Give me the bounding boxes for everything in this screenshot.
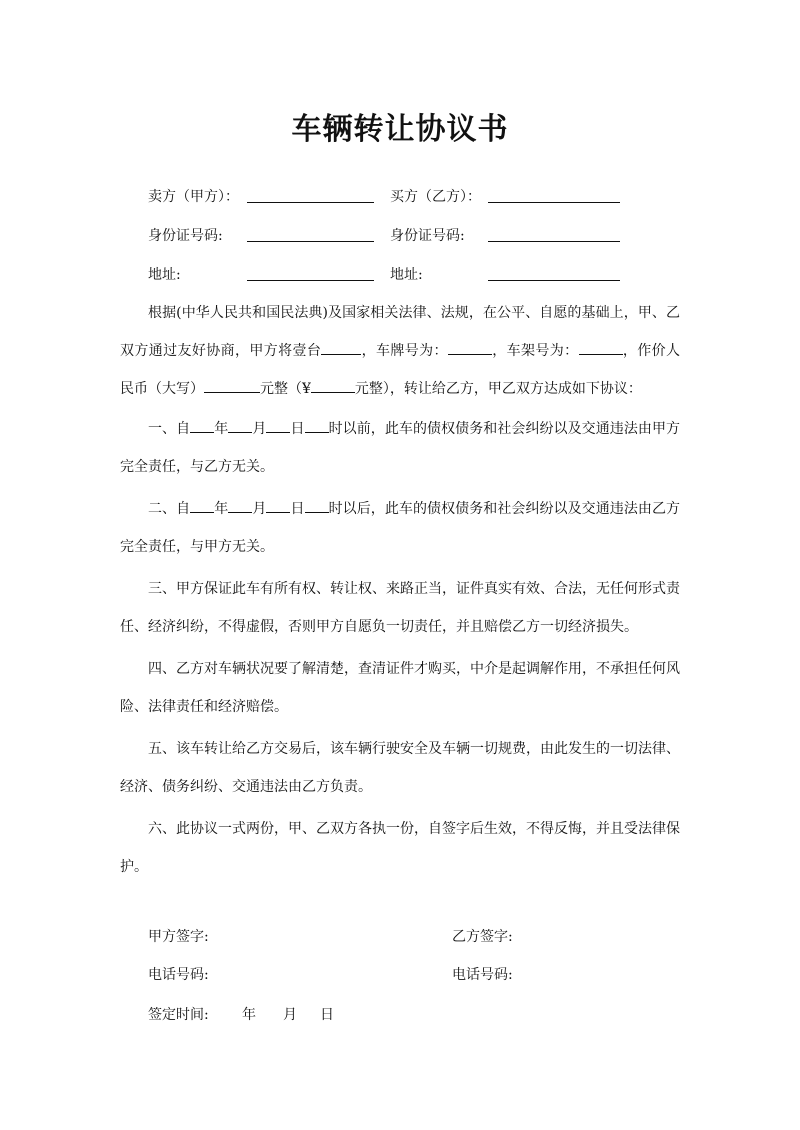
buyer-address-label: 地址:	[390, 267, 423, 283]
intro-text-1: 根据(中华人民共和国民法典)及国家相关法律、法规，在公平、自愿的基础上，甲、乙双方通过友好协商，甲方将壹台	[120, 305, 680, 359]
vehicle-count-blank	[321, 340, 361, 355]
clause-2-day-blank	[266, 498, 290, 513]
clause-1-day: 日	[290, 421, 305, 437]
price-words-blank	[204, 378, 260, 393]
clause-1-hour-blank	[305, 418, 329, 433]
intro-text-2: ，车牌号为：	[361, 343, 448, 359]
clause-2-hour-blank	[305, 498, 329, 513]
seller-name-line	[247, 202, 374, 203]
clause-2-prefix: 二、自	[148, 501, 191, 517]
clause-2-month: 月	[252, 501, 267, 517]
signing-day: 日	[320, 1007, 334, 1023]
buyer-name-line	[488, 202, 620, 203]
buyer-address-line	[488, 280, 620, 281]
clause-1	[120, 410, 680, 486]
clause-1-year-blank	[190, 418, 214, 433]
clause-2-month-blank	[228, 498, 252, 513]
clause-1-prefix: 一、自	[148, 421, 191, 437]
party-b-signature-label: 乙方签字:	[452, 929, 513, 945]
party-b-phone-label: 电话号码:	[452, 967, 513, 983]
signing-month: 月	[283, 1007, 297, 1023]
clause-2-year: 年	[214, 501, 229, 517]
plate-number-blank	[448, 340, 492, 355]
clause-5: 五、该车转让给乙方交易后，该车辆行驶安全及车辆一切规费，由此发生的一切法律、经济、债务纠纷、交通违法由乙方负责。	[120, 741, 680, 795]
clause-2-text: 时以后，此车的债权债务和社会纠纷以及交通违法由乙方完全责任，与甲方无关。	[120, 501, 681, 555]
clause-2-day: 日	[290, 501, 305, 517]
party-a-phone-label: 电话号码:	[148, 967, 209, 983]
signing-date-label: 签定时间:	[148, 1007, 209, 1023]
vin-blank	[579, 340, 623, 355]
seller-address-label: 地址:	[148, 267, 181, 283]
clause-2	[120, 490, 680, 566]
intro-paragraph	[120, 294, 680, 408]
seller-address-line	[247, 280, 374, 281]
document-title: 车辆转让协议书	[291, 112, 509, 147]
intro-text-3: ，车架号为：	[491, 343, 579, 359]
clause-1-text: 时以前，此车的债权债务和社会纠纷以及交通违法由甲方完全责任，与乙方无关。	[120, 421, 681, 475]
clause-4: 四、乙方对车辆状况要了解清楚，查清证件才购买，中介是起调解作用，不承担任何风险、法律责任和经济赔偿。	[120, 661, 680, 715]
signing-year: 年	[242, 1007, 256, 1023]
clause-3: 三、甲方保证此车有所有权、转让权、来路正当，证件真实有效、合法，无任何形式责任、经济纠纷，不得虚假，否则甲方自愿负一切责任，并且赔偿乙方一切经济损失。	[120, 581, 680, 635]
clause-1-month-blank	[228, 418, 252, 433]
party-a-signature-label: 甲方签字:	[148, 929, 209, 945]
buyer-label: 买方（乙方）：	[390, 189, 481, 205]
seller-id-line	[247, 241, 374, 242]
buyer-id-line	[488, 241, 620, 242]
intro-text-6: 元整），转让给乙方，甲乙双方达成如下协议：	[354, 381, 642, 397]
seller-id-label: 身份证号码:	[148, 228, 223, 244]
clause-6: 六、此协议一式两份，甲、乙双方各执一份，自签字后生效，不得反悔，并且受法律保护。	[120, 821, 680, 875]
clause-1-year: 年	[214, 421, 229, 437]
intro-text-5: 元整（¥	[260, 381, 311, 397]
clause-2-year-blank	[190, 498, 214, 513]
price-number-blank	[311, 378, 355, 393]
clause-1-day-blank	[266, 418, 290, 433]
seller-label: 卖方（甲方）：	[148, 189, 239, 205]
clause-1-month: 月	[252, 421, 267, 437]
intro-text-4: ，作价人民币（大写）	[120, 343, 680, 397]
buyer-id-label: 身份证号码:	[390, 228, 465, 244]
